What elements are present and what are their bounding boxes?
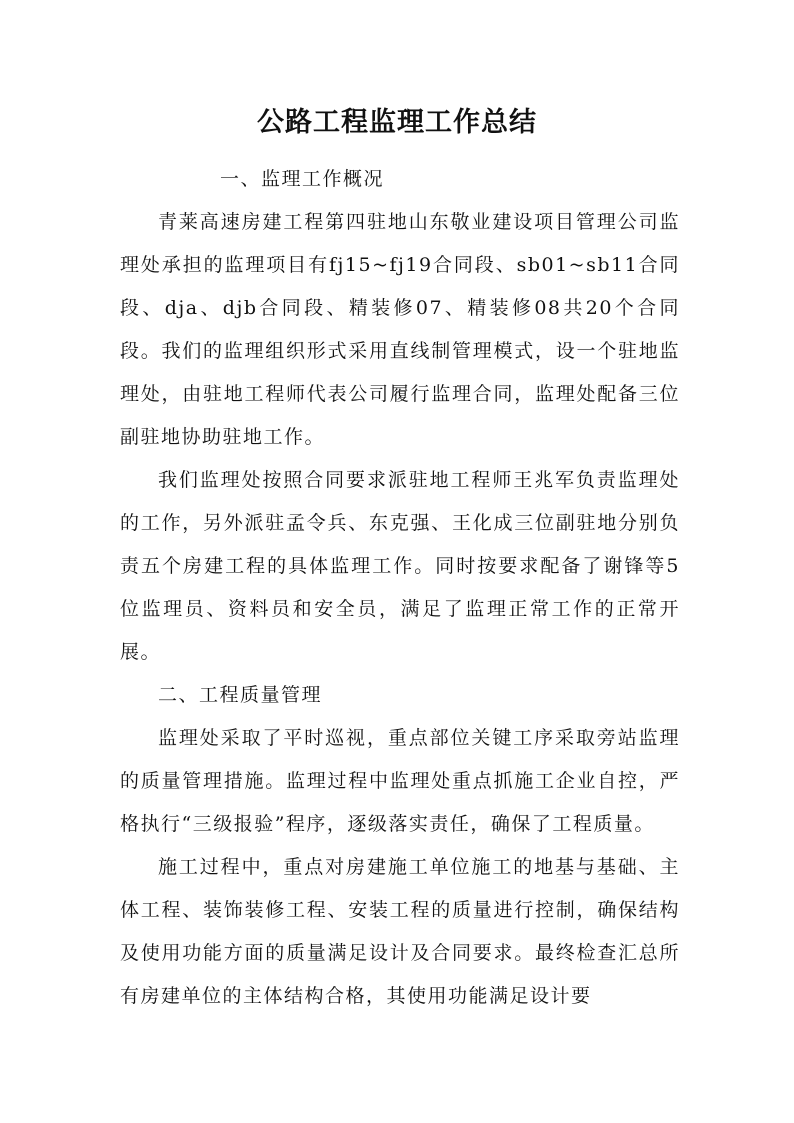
- section-heading-quality: 二、工程质量管理: [158, 684, 323, 706]
- document-body: [120, 158, 680, 1018]
- paragraph-construction-control: 施工过程中，重点对房建施工单位施工的地基与基础、主体工程、装饰装修工程、安装工程的质量进行控制，确保结构及使用功能方面的质量满足设计及合同要求。最终检查汇总所有房建单位的主体结构合格，其使用功能满足设计要: [120, 856, 680, 1007]
- paragraph-project-scope: 青莱高速房建工程第四驻地山东敬业建设项目管理公司监理处承担的监理项目有fj15~fj19合同段、sb01~sb11合同段、dja、djb合同段、精装修07、精装修08共20个合同段。我们的监理组织形式采用直线制管理模式，设一个驻地监理处，由驻地工程师代表公司履行监理合同，监理处配备三位副驻地协助驻地工作。: [120, 211, 680, 448]
- paragraph-quality-measures: 监理处采取了平时巡视，重点部位关键工序采取旁站监理的质量管理措施。监理过程中监理处重点抓施工企业自控，严格执行“三级报验”程序，逐级落实责任，确保了工程质量。: [120, 727, 680, 835]
- document-title: 公路工程监理工作总结: [257, 107, 537, 138]
- paragraph-staffing: 我们监理处按照合同要求派驻地工程师王兆军负责监理处的工作，另外派驻孟令兵、东克强、王化成三位副驻地分别负责五个房建工程的具体监理工作。同时按要求配备了谢锋等5位监理员、资料员和安全员，满足了监理正常工作的正常开展。: [120, 469, 680, 663]
- section-heading-overview: 一、监理工作概况: [220, 168, 385, 190]
